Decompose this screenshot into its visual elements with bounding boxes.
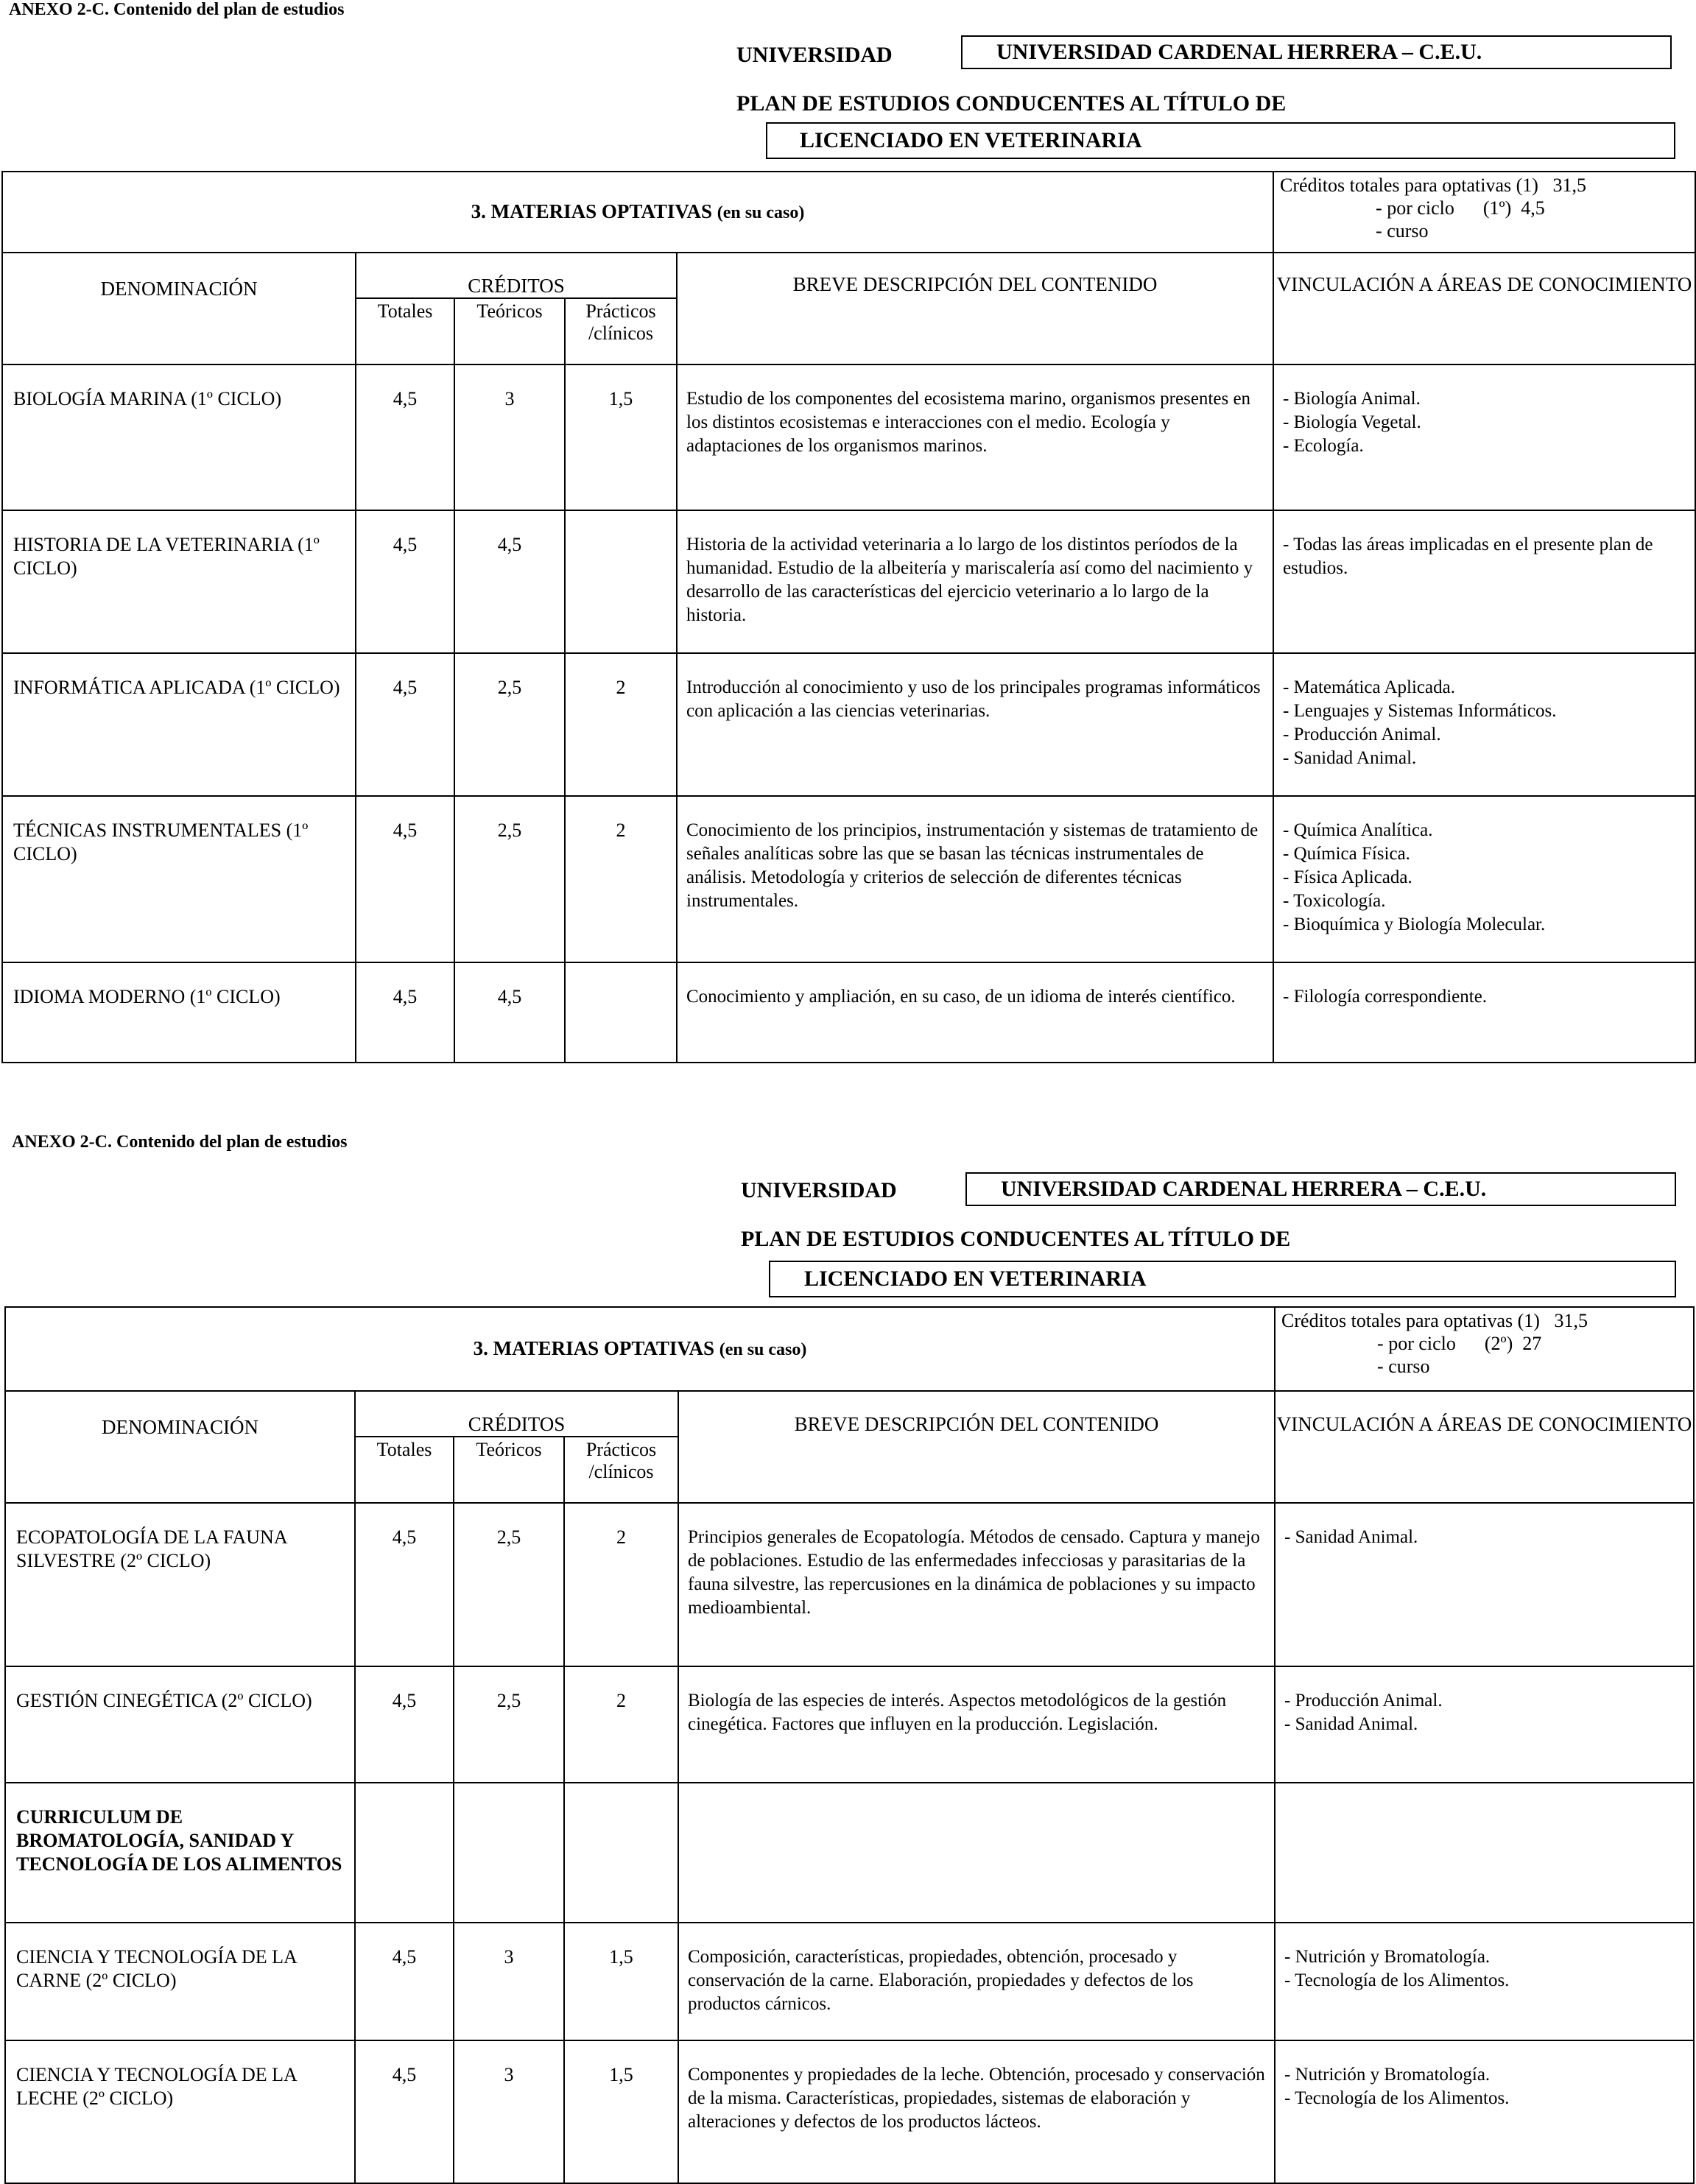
row-practicos (565, 510, 677, 653)
universidad-name-box: UNIVERSIDAD CARDENAL HERRERA – C.E.U. (961, 35, 1672, 69)
row-totales: 4,5 (355, 2040, 454, 2183)
row-areas: - Filología correspondiente. (1273, 962, 1695, 1063)
header-teoricos: Teóricos (454, 298, 565, 364)
section-title: 3. MATERIAS OPTATIVAS (471, 200, 712, 222)
anexo-heading: ANEXO 2-C. Contenido del plan de estudios (12, 1132, 348, 1152)
row-teoricos: 3 (454, 364, 565, 510)
row-totales (355, 1783, 454, 1923)
row-practicos: 1,5 (564, 1923, 678, 2040)
optativas-table (1, 171, 1696, 1063)
row-totales: 4,5 (356, 364, 454, 510)
creditos-totales: Créditos totales para optativas (1) 31,5 - por ciclo (2º) 27 - curso (1275, 1307, 1694, 1391)
header-vinculacion: VINCULACIÓN A ÁREAS DE CONOCIMIENTO (1275, 1391, 1694, 1503)
row-totales: 4,5 (356, 653, 454, 796)
table-row (5, 2040, 1694, 2183)
optativas-table (4, 1306, 1695, 2184)
row-totales: 4,5 (356, 962, 454, 1063)
table-row (5, 1666, 1694, 1783)
row-teoricos: 3 (454, 2040, 564, 2183)
row-areas: - Nutrición y Bromatología. - Tecnología de los Alimentos. (1275, 2040, 1694, 2183)
curriculum-heading: CURRICULUM DE BROMATOLOGÍA, SANIDAD Y TECNOLOGÍA DE LOS ALIMENTOS (5, 1783, 355, 1923)
row-practicos: 1,5 (564, 2040, 678, 2183)
section-note: (en su caso) (717, 203, 805, 222)
plan-page-2 (0, 1127, 1696, 2172)
universidad-label: UNIVERSIDAD (736, 43, 893, 67)
row-description: Conocimiento de los principios, instrumentación y sistemas de tratamiento de señales analíticas sobre las que se basan las técnicas instrumentales de análisis. Metodología y criterios de selección de diferentes técnicas instrumentales. (677, 796, 1273, 962)
table-row (5, 1923, 1694, 2040)
table-row (2, 653, 1695, 796)
row-name: ECOPATOLOGÍA DE LA FAUNA SILVESTRE (2º CICLO) (5, 1503, 355, 1666)
row-practicos: 2 (564, 1666, 678, 1783)
plan-title: PLAN DE ESTUDIOS CONDUCENTES AL TÍTULO DE (736, 91, 1287, 116)
plan-page-1 (0, 0, 1696, 1060)
table-row (2, 364, 1695, 510)
universidad-label: UNIVERSIDAD (741, 1178, 897, 1202)
row-practicos (565, 962, 677, 1063)
table-row (2, 510, 1695, 653)
table-row (5, 1503, 1694, 1666)
header-totales: Totales (355, 1437, 454, 1503)
header-practicos: Prácticos /clínicos (565, 298, 677, 364)
header-denominacion: DENOMINACIÓN (5, 1391, 355, 1503)
header-descripcion: BREVE DESCRIPCIÓN DEL CONTENIDO (677, 253, 1273, 364)
section-title-cell (2, 172, 1273, 253)
row-totales: 4,5 (356, 796, 454, 962)
titulo-box: LICENCIADO EN VETERINARIA (769, 1261, 1676, 1297)
universidad-name-box: UNIVERSIDAD CARDENAL HERRERA – C.E.U. (965, 1172, 1676, 1206)
row-totales: 4,5 (355, 1503, 454, 1666)
row-name: BIOLOGÍA MARINA (1º CICLO) (2, 364, 356, 510)
row-areas: - Sanidad Animal. (1275, 1503, 1694, 1666)
row-totales: 4,5 (355, 1666, 454, 1783)
row-name: INFORMÁTICA APLICADA (1º CICLO) (2, 653, 356, 796)
row-areas: - Química Analítica. - Química Física. - Física Aplicada. - Toxicología. - Bioquímica y Biología Molecular. (1273, 796, 1695, 962)
table-row (2, 962, 1695, 1063)
row-teoricos (454, 1783, 564, 1923)
row-areas (1275, 1783, 1694, 1923)
row-description: Componentes y propiedades de la leche. Obtención, procesado y conservación de la misma. Características, propiedades, sistemas de elaboración y alteraciones y defectos de los productos lácteos. (678, 2040, 1275, 2183)
table-row (2, 796, 1695, 962)
section-note: (en su caso) (719, 1340, 807, 1359)
header-denominacion: DENOMINACIÓN (2, 253, 356, 364)
row-name: CIENCIA Y TECNOLOGÍA DE LA CARNE (2º CICLO) (5, 1923, 355, 2040)
section-title: 3. MATERIAS OPTATIVAS (473, 1337, 714, 1359)
row-name: CIENCIA Y TECNOLOGÍA DE LA LECHE (2º CICLO) (5, 2040, 355, 2183)
row-name: IDIOMA MODERNO (1º CICLO) (2, 962, 356, 1063)
row-areas: - Producción Animal. - Sanidad Animal. (1275, 1666, 1694, 1783)
row-description: Introducción al conocimiento y uso de los principales programas informáticos con aplicación a las ciencias veterinarias. (677, 653, 1273, 796)
row-totales: 4,5 (355, 1923, 454, 2040)
row-practicos (564, 1783, 678, 1923)
header-totales: Totales (356, 298, 454, 364)
row-name: HISTORIA DE LA VETERINARIA (1º CICLO) (2, 510, 356, 653)
header-creditos: CRÉDITOS (356, 253, 677, 298)
header-creditos: CRÉDITOS (355, 1391, 678, 1437)
row-teoricos: 4,5 (454, 962, 565, 1063)
row-teoricos: 2,5 (454, 1666, 564, 1783)
row-areas: - Todas las áreas implicadas en el presente plan de estudios. (1273, 510, 1695, 653)
row-practicos: 2 (565, 653, 677, 796)
row-teoricos: 2,5 (454, 1503, 564, 1666)
row-areas: - Matemática Aplicada. - Lenguajes y Sistemas Informáticos. - Producción Animal. - Sanidad Animal. (1273, 653, 1695, 796)
row-name: GESTIÓN CINEGÉTICA (2º CICLO) (5, 1666, 355, 1783)
creditos-totales: Créditos totales para optativas (1) 31,5 - por ciclo (1º) 4,5 - curso (1273, 172, 1695, 253)
row-description: Conocimiento y ampliación, en su caso, de un idioma de interés científico. (677, 962, 1273, 1063)
titulo-box: LICENCIADO EN VETERINARIA (766, 122, 1675, 159)
row-teoricos: 2,5 (454, 796, 565, 962)
row-teoricos: 4,5 (454, 510, 565, 653)
row-areas: - Biología Animal. - Biología Vegetal. - Ecología. (1273, 364, 1695, 510)
row-name: TÉCNICAS INSTRUMENTALES (1º CICLO) (2, 796, 356, 962)
row-description: Historia de la actividad veterinaria a lo largo de los distintos períodos de la humanidad. Estudio de la albeitería y mariscalería así como del nacimiento y desarrollo de las características del ejercicio veterinario a lo largo de la historia. (677, 510, 1273, 653)
row-totales: 4,5 (356, 510, 454, 653)
anexo-heading: ANEXO 2-C. Contenido del plan de estudios (9, 0, 345, 19)
row-description: Principios generales de Ecopatología. Métodos de censado. Captura y manejo de poblaciones. Estudio de las enfermedades infecciosas y parasitarias de la fauna silvestre, las repercusiones en la dinámica de poblaciones y su impacto medioambiental. (678, 1503, 1275, 1666)
section-title-cell (5, 1307, 1275, 1391)
row-teoricos: 2,5 (454, 653, 565, 796)
row-description: Biología de las especies de interés. Aspectos metodológicos de la gestión cinegética. Factores que influyen en la producción. Legislación. (678, 1666, 1275, 1783)
header-descripcion: BREVE DESCRIPCIÓN DEL CONTENIDO (678, 1391, 1275, 1503)
header-teoricos: Teóricos (454, 1437, 564, 1503)
table-row (5, 1783, 1694, 1923)
header-practicos: Prácticos /clínicos (564, 1437, 678, 1503)
row-description: Composición, características, propiedades, obtención, procesado y conservación de la carne. Elaboración, propiedades y defectos de los productos cárnicos. (678, 1923, 1275, 2040)
row-teoricos: 3 (454, 1923, 564, 2040)
plan-title: PLAN DE ESTUDIOS CONDUCENTES AL TÍTULO DE (741, 1227, 1291, 1251)
header-vinculacion: VINCULACIÓN A ÁREAS DE CONOCIMIENTO (1273, 253, 1695, 364)
row-practicos: 1,5 (565, 364, 677, 510)
row-description (678, 1783, 1275, 1923)
row-practicos: 2 (565, 796, 677, 962)
row-practicos: 2 (564, 1503, 678, 1666)
row-areas: - Nutrición y Bromatología. - Tecnología de los Alimentos. (1275, 1923, 1694, 2040)
row-description: Estudio de los componentes del ecosistema marino, organismos presentes en los distintos ecosistemas e interacciones con el medio. Ecología y adaptaciones de los organismos marinos. (677, 364, 1273, 510)
